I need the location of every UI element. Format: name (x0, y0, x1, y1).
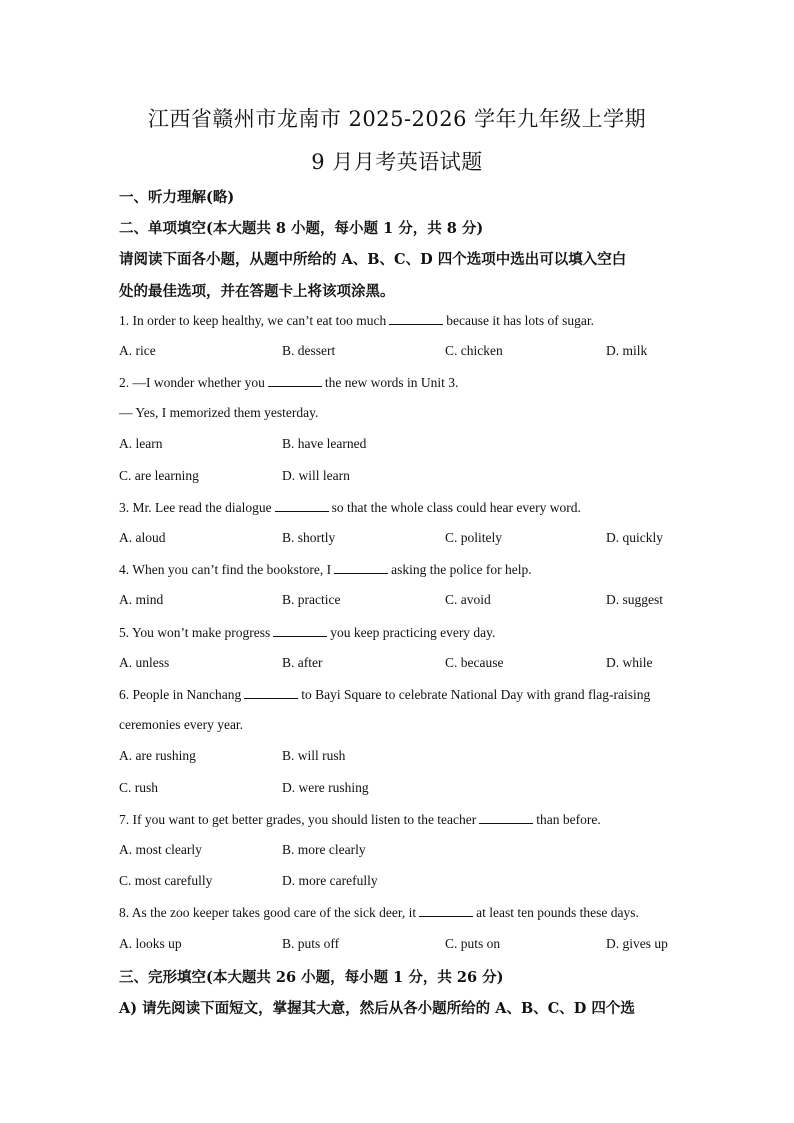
option-d: D. while (606, 655, 653, 670)
option-a: A. most clearly (119, 842, 202, 857)
option-d: D. more carefully (282, 873, 378, 888)
instructions-line2: 处的最佳选项，并在答题卡上将该项涂黑。 (119, 283, 395, 300)
option-a: A. rice (119, 343, 156, 358)
question-6-continuation: ceremonies every year. (119, 717, 244, 732)
option-c: C. because (445, 655, 504, 670)
question-3 (119, 499, 581, 516)
option-b: B. more clearly (282, 842, 366, 857)
section-2-heading: 二、单项填空(本大题共 8 小题，每小题 1 分，共 8 分) (119, 220, 484, 237)
option-d: D. were rushing (282, 780, 369, 795)
question-6 (119, 686, 650, 703)
question-5-text-before: 5. You won’t make progress (119, 625, 271, 640)
question-6-text-before: 6. People in Nanchang (119, 687, 242, 702)
question-2-text-after: the new words in Unit 3. (324, 375, 459, 390)
option-a: A. aloud (119, 530, 166, 545)
answer-blank (244, 686, 298, 699)
question-5 (119, 624, 495, 641)
option-c: C. chicken (445, 343, 503, 358)
answer-blank (273, 624, 327, 637)
option-b: B. have learned (282, 436, 367, 451)
option-c: C. are learning (119, 468, 199, 483)
question-2-reply: — Yes, I memorized them yesterday. (119, 405, 319, 420)
option-a: A. looks up (119, 936, 182, 951)
option-d: D. quickly (606, 530, 663, 545)
question-4-options (119, 592, 679, 610)
question-2-options-row2 (119, 468, 679, 486)
option-a: A. unless (119, 655, 170, 670)
answer-blank (419, 904, 473, 917)
option-b: B. after (282, 655, 323, 670)
answer-blank (389, 312, 443, 325)
question-1-options (119, 343, 679, 361)
option-c: C. politely (445, 530, 502, 545)
question-6-options-row1 (119, 748, 679, 766)
question-7-options-row1 (119, 842, 679, 860)
question-1 (119, 312, 594, 329)
option-d: D. suggest (606, 592, 663, 607)
answer-blank (334, 561, 388, 574)
answer-blank (275, 499, 329, 512)
option-a: A. learn (119, 436, 163, 451)
question-8-options (119, 936, 679, 954)
question-4-text-before: 4. When you can’t find the bookstore, I (119, 562, 332, 577)
question-5-options (119, 655, 679, 673)
question-6-text-after: to Bayi Square to celebrate National Day with grand flag-raising (301, 687, 651, 702)
option-d: D. will learn (282, 468, 350, 483)
exam-title-line2: 9 月月考英语试题 (311, 150, 483, 174)
section-3-heading: 三、完形填空(本大题共 26 小题，每小题 1 分，共 26 分) (119, 969, 504, 986)
option-b: B. practice (282, 592, 341, 607)
question-1-text-after: because it has lots of sugar. (446, 313, 594, 328)
question-4-text-after: asking the police for help. (391, 562, 532, 577)
option-d: D. gives up (606, 936, 668, 951)
option-a: A. mind (119, 592, 164, 607)
section-1-heading: 一、听力理解(略) (119, 189, 235, 206)
question-8 (119, 904, 639, 921)
option-c: C. most carefully (119, 873, 213, 888)
option-b: B. puts off (282, 936, 340, 951)
question-2-options-row1 (119, 436, 679, 454)
question-8-text-after: at least ten pounds these days. (476, 905, 639, 920)
instructions-line1: 请阅读下面各小题，从题中所给的 A、B、C、D 四个选项中选出可以填入空白 (119, 251, 627, 268)
question-6-options-row2 (119, 780, 679, 798)
question-3-text-before: 3. Mr. Lee read the dialogue (119, 500, 272, 515)
question-7 (119, 811, 601, 828)
exam-title-line1: 江西省赣州市龙南市 2025-2026 学年九年级上学期 (147, 107, 647, 131)
section-3-instructions: A) 请先阅读下面短文，掌握其大意，然后从各小题所给的 A、B、C、D 四个选 (119, 1000, 635, 1017)
option-c: C. avoid (445, 592, 491, 607)
option-c: C. puts on (445, 936, 501, 951)
option-d: D. milk (606, 343, 648, 358)
option-b: B. dessert (282, 343, 336, 358)
question-3-options (119, 530, 679, 548)
answer-blank (268, 374, 322, 387)
question-7-options-row2 (119, 873, 679, 891)
question-1-text-before: 1. In order to keep healthy, we can’t eat too much (119, 313, 387, 328)
question-7-text-after: than before. (536, 812, 601, 827)
option-c: C. rush (119, 780, 159, 795)
option-b: B. shortly (282, 530, 336, 545)
option-a: A. are rushing (119, 748, 196, 763)
question-8-text-before: 8. As the zoo keeper takes good care of the sick deer, it (119, 905, 417, 920)
question-4 (119, 561, 532, 578)
question-3-text-after: so that the whole class could hear every word. (331, 500, 581, 515)
question-2-text-before: 2. —I wonder whether you (119, 375, 265, 390)
question-7-text-before: 7. If you want to get better grades, you should listen to the teacher (119, 812, 477, 827)
question-2 (119, 374, 458, 391)
answer-blank (479, 811, 533, 824)
question-5-text-after: you keep practicing every day. (330, 625, 496, 640)
option-b: B. will rush (282, 748, 346, 763)
